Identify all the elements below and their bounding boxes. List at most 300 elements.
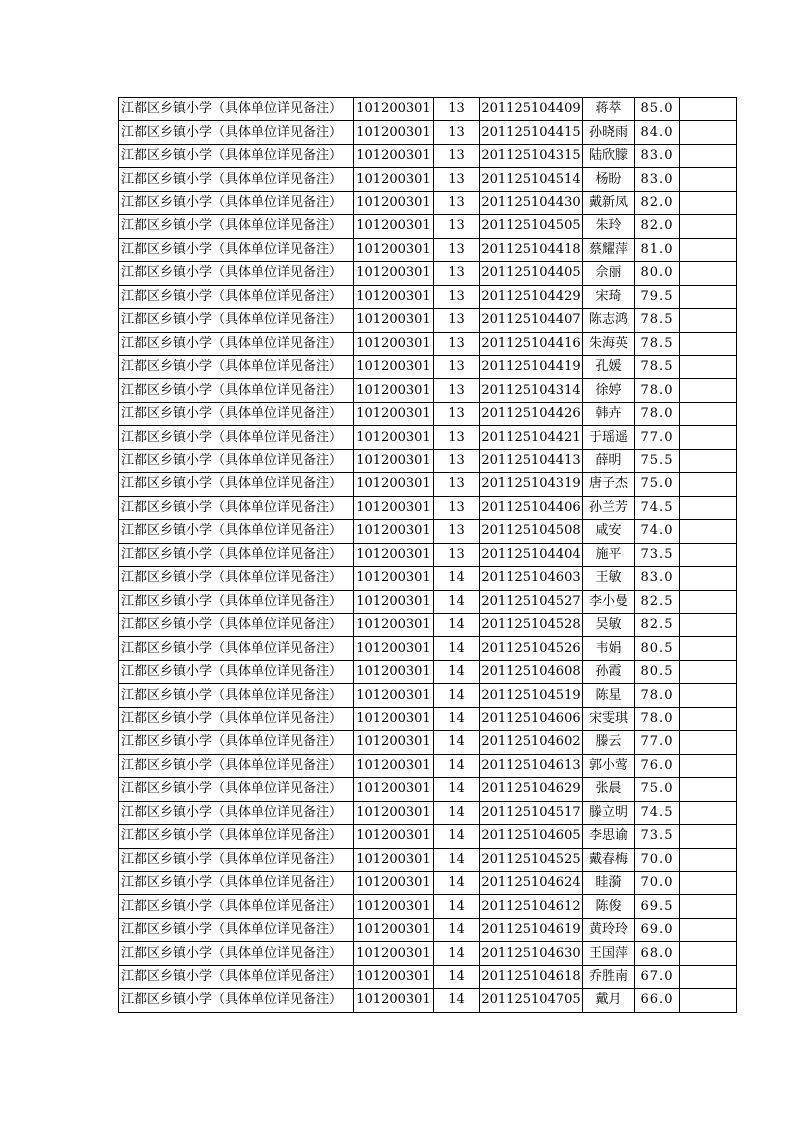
score-cell: 73.5 xyxy=(635,825,680,848)
exam-id-cell: 201125104409 xyxy=(480,98,583,121)
unit-cell: 江都区乡镇小学（具体单位详见备注） xyxy=(119,191,354,214)
candidate-name-cell: 朱玲 xyxy=(583,215,635,238)
note-cell xyxy=(680,707,737,730)
exam-id-cell: 201125104514 xyxy=(480,168,583,191)
group-cell: 14 xyxy=(434,895,480,918)
score-cell: 70.0 xyxy=(635,848,680,871)
candidate-name-cell: 唐子杰 xyxy=(583,473,635,496)
position-code-cell: 101200301 xyxy=(354,121,434,144)
candidate-name-cell: 陆欣朦 xyxy=(583,144,635,167)
table-row xyxy=(119,590,737,613)
candidate-name-cell: 吴敏 xyxy=(583,613,635,636)
unit-cell: 江都区乡镇小学（具体单位详见备注） xyxy=(119,402,354,425)
exam-id-cell: 201125104505 xyxy=(480,215,583,238)
table-row xyxy=(119,332,737,355)
exam-id-cell: 201125104418 xyxy=(480,238,583,261)
candidate-name-cell: 陈俊 xyxy=(583,895,635,918)
group-cell: 14 xyxy=(434,801,480,824)
group-cell: 13 xyxy=(434,191,480,214)
note-cell xyxy=(680,426,737,449)
score-cell: 82.5 xyxy=(635,590,680,613)
unit-cell: 江都区乡镇小学（具体单位详见备注） xyxy=(119,426,354,449)
unit-cell: 江都区乡镇小学（具体单位详见备注） xyxy=(119,613,354,636)
note-cell xyxy=(680,684,737,707)
candidate-name-cell: 孙霞 xyxy=(583,660,635,683)
group-cell: 13 xyxy=(434,402,480,425)
score-cell: 82.0 xyxy=(635,191,680,214)
group-cell: 13 xyxy=(434,332,480,355)
group-cell: 13 xyxy=(434,238,480,261)
table-row xyxy=(119,144,737,167)
position-code-cell: 101200301 xyxy=(354,355,434,378)
group-cell: 13 xyxy=(434,473,480,496)
note-cell xyxy=(680,871,737,894)
note-cell xyxy=(680,989,737,1012)
unit-cell: 江都区乡镇小学（具体单位详见备注） xyxy=(119,215,354,238)
position-code-cell: 101200301 xyxy=(354,825,434,848)
position-code-cell: 101200301 xyxy=(354,402,434,425)
note-cell xyxy=(680,543,737,566)
unit-cell: 江都区乡镇小学（具体单位详见备注） xyxy=(119,801,354,824)
position-code-cell: 101200301 xyxy=(354,332,434,355)
position-code-cell: 101200301 xyxy=(354,473,434,496)
exam-id-cell: 201125104624 xyxy=(480,871,583,894)
unit-cell: 江都区乡镇小学（具体单位详见备注） xyxy=(119,309,354,332)
unit-cell: 江都区乡镇小学（具体单位详见备注） xyxy=(119,637,354,660)
score-table xyxy=(118,97,737,1013)
table-row xyxy=(119,684,737,707)
unit-cell: 江都区乡镇小学（具体单位详见备注） xyxy=(119,707,354,730)
table-row xyxy=(119,660,737,683)
candidate-name-cell: 张晨 xyxy=(583,778,635,801)
position-code-cell: 101200301 xyxy=(354,238,434,261)
position-code-cell: 101200301 xyxy=(354,660,434,683)
note-cell xyxy=(680,590,737,613)
table-row xyxy=(119,309,737,332)
note-cell xyxy=(680,520,737,543)
group-cell: 13 xyxy=(434,121,480,144)
note-cell xyxy=(680,473,737,496)
score-cell: 69.5 xyxy=(635,895,680,918)
unit-cell: 江都区乡镇小学（具体单位详见备注） xyxy=(119,98,354,121)
group-cell: 13 xyxy=(434,543,480,566)
candidate-name-cell: 韦娟 xyxy=(583,637,635,660)
candidate-name-cell: 乔胜南 xyxy=(583,965,635,988)
score-cell: 68.0 xyxy=(635,942,680,965)
note-cell xyxy=(680,660,737,683)
table-body xyxy=(119,98,737,1013)
position-code-cell: 101200301 xyxy=(354,262,434,285)
exam-id-cell: 201125104603 xyxy=(480,567,583,590)
score-cell: 78.5 xyxy=(635,332,680,355)
score-cell: 80.5 xyxy=(635,637,680,660)
note-cell xyxy=(680,496,737,519)
table-row xyxy=(119,426,737,449)
score-cell: 78.0 xyxy=(635,684,680,707)
position-code-cell: 101200301 xyxy=(354,567,434,590)
score-cell: 79.5 xyxy=(635,285,680,308)
table-row xyxy=(119,778,737,801)
candidate-name-cell: 孙兰芳 xyxy=(583,496,635,519)
note-cell xyxy=(680,731,737,754)
candidate-name-cell: 于瑶遥 xyxy=(583,426,635,449)
position-code-cell: 101200301 xyxy=(354,191,434,214)
position-code-cell: 101200301 xyxy=(354,637,434,660)
group-cell: 14 xyxy=(434,778,480,801)
table-row xyxy=(119,168,737,191)
unit-cell: 江都区乡镇小学（具体单位详见备注） xyxy=(119,520,354,543)
unit-cell: 江都区乡镇小学（具体单位详见备注） xyxy=(119,965,354,988)
candidate-name-cell: 滕云 xyxy=(583,731,635,754)
score-cell: 84.0 xyxy=(635,121,680,144)
position-code-cell: 101200301 xyxy=(354,989,434,1012)
position-code-cell: 101200301 xyxy=(354,520,434,543)
position-code-cell: 101200301 xyxy=(354,918,434,941)
score-cell: 80.0 xyxy=(635,262,680,285)
note-cell xyxy=(680,262,737,285)
note-cell xyxy=(680,567,737,590)
score-cell: 77.0 xyxy=(635,731,680,754)
unit-cell: 江都区乡镇小学（具体单位详见备注） xyxy=(119,473,354,496)
group-cell: 14 xyxy=(434,684,480,707)
position-code-cell: 101200301 xyxy=(354,496,434,519)
note-cell xyxy=(680,285,737,308)
position-code-cell: 101200301 xyxy=(354,449,434,472)
score-cell: 83.0 xyxy=(635,144,680,167)
exam-id-cell: 201125104705 xyxy=(480,989,583,1012)
note-cell xyxy=(680,309,737,332)
unit-cell: 江都区乡镇小学（具体单位详见备注） xyxy=(119,848,354,871)
note-cell xyxy=(680,801,737,824)
note-cell xyxy=(680,613,737,636)
score-cell: 67.0 xyxy=(635,965,680,988)
exam-id-cell: 201125104618 xyxy=(480,965,583,988)
group-cell: 13 xyxy=(434,262,480,285)
group-cell: 13 xyxy=(434,449,480,472)
exam-id-cell: 201125104429 xyxy=(480,285,583,308)
table-row xyxy=(119,191,737,214)
unit-cell: 江都区乡镇小学（具体单位详见备注） xyxy=(119,778,354,801)
exam-id-cell: 201125104426 xyxy=(480,402,583,425)
score-cell: 74.0 xyxy=(635,520,680,543)
note-cell xyxy=(680,379,737,402)
note-cell xyxy=(680,98,737,121)
candidate-name-cell: 蔡耀萍 xyxy=(583,238,635,261)
table-row xyxy=(119,473,737,496)
table-row xyxy=(119,402,737,425)
unit-cell: 江都区乡镇小学（具体单位详见备注） xyxy=(119,825,354,848)
exam-id-cell: 201125104526 xyxy=(480,637,583,660)
table-row xyxy=(119,754,737,777)
position-code-cell: 101200301 xyxy=(354,942,434,965)
candidate-name-cell: 杨盼 xyxy=(583,168,635,191)
note-cell xyxy=(680,215,737,238)
note-cell xyxy=(680,848,737,871)
note-cell xyxy=(680,778,737,801)
unit-cell: 江都区乡镇小学（具体单位详见备注） xyxy=(119,449,354,472)
exam-id-cell: 201125104613 xyxy=(480,754,583,777)
position-code-cell: 101200301 xyxy=(354,731,434,754)
position-code-cell: 101200301 xyxy=(354,684,434,707)
score-cell: 83.0 xyxy=(635,567,680,590)
score-cell: 70.0 xyxy=(635,871,680,894)
candidate-name-cell: 孔媛 xyxy=(583,355,635,378)
position-code-cell: 101200301 xyxy=(354,543,434,566)
table-row xyxy=(119,379,737,402)
unit-cell: 江都区乡镇小学（具体单位详见备注） xyxy=(119,285,354,308)
note-cell xyxy=(680,942,737,965)
group-cell: 14 xyxy=(434,613,480,636)
unit-cell: 江都区乡镇小学（具体单位详见备注） xyxy=(119,754,354,777)
table-row xyxy=(119,965,737,988)
group-cell: 14 xyxy=(434,637,480,660)
position-code-cell: 101200301 xyxy=(354,801,434,824)
table-row xyxy=(119,871,737,894)
note-cell xyxy=(680,168,737,191)
unit-cell: 江都区乡镇小学（具体单位详见备注） xyxy=(119,567,354,590)
exam-id-cell: 201125104314 xyxy=(480,379,583,402)
table-row xyxy=(119,637,737,660)
score-cell: 85.0 xyxy=(635,98,680,121)
position-code-cell: 101200301 xyxy=(354,707,434,730)
group-cell: 13 xyxy=(434,285,480,308)
table-row xyxy=(119,918,737,941)
group-cell: 13 xyxy=(434,379,480,402)
table-row xyxy=(119,848,737,871)
note-cell xyxy=(680,895,737,918)
exam-id-cell: 201125104608 xyxy=(480,660,583,683)
candidate-name-cell: 戴月 xyxy=(583,989,635,1012)
exam-id-cell: 201125104630 xyxy=(480,942,583,965)
score-cell: 74.5 xyxy=(635,496,680,519)
group-cell: 13 xyxy=(434,168,480,191)
candidate-name-cell: 韩卉 xyxy=(583,402,635,425)
exam-id-cell: 201125104525 xyxy=(480,848,583,871)
candidate-name-cell: 黄玲玲 xyxy=(583,918,635,941)
note-cell xyxy=(680,144,737,167)
unit-cell: 江都区乡镇小学（具体单位详见备注） xyxy=(119,660,354,683)
table-row xyxy=(119,707,737,730)
unit-cell: 江都区乡镇小学（具体单位详见备注） xyxy=(119,918,354,941)
note-cell xyxy=(680,355,737,378)
exam-id-cell: 201125104415 xyxy=(480,121,583,144)
unit-cell: 江都区乡镇小学（具体单位详见备注） xyxy=(119,989,354,1012)
score-cell: 80.5 xyxy=(635,660,680,683)
position-code-cell: 101200301 xyxy=(354,848,434,871)
exam-id-cell: 201125104406 xyxy=(480,496,583,519)
group-cell: 13 xyxy=(434,144,480,167)
exam-id-cell: 201125104602 xyxy=(480,731,583,754)
exam-id-cell: 201125104527 xyxy=(480,590,583,613)
candidate-name-cell: 王国萍 xyxy=(583,942,635,965)
exam-id-cell: 201125104315 xyxy=(480,144,583,167)
table-row xyxy=(119,449,737,472)
candidate-name-cell: 薛明 xyxy=(583,449,635,472)
group-cell: 14 xyxy=(434,825,480,848)
unit-cell: 江都区乡镇小学（具体单位详见备注） xyxy=(119,684,354,707)
score-cell: 78.0 xyxy=(635,402,680,425)
table-row xyxy=(119,285,737,308)
group-cell: 14 xyxy=(434,707,480,730)
table-row xyxy=(119,238,737,261)
table-row xyxy=(119,895,737,918)
exam-id-cell: 201125104319 xyxy=(480,473,583,496)
candidate-name-cell: 郭小莺 xyxy=(583,754,635,777)
exam-id-cell: 201125104430 xyxy=(480,191,583,214)
table-row xyxy=(119,543,737,566)
exam-id-cell: 201125104619 xyxy=(480,918,583,941)
exam-id-cell: 201125104405 xyxy=(480,262,583,285)
group-cell: 13 xyxy=(434,98,480,121)
candidate-name-cell: 徐婷 xyxy=(583,379,635,402)
group-cell: 14 xyxy=(434,848,480,871)
candidate-name-cell: 佘丽 xyxy=(583,262,635,285)
table-row xyxy=(119,989,737,1012)
unit-cell: 江都区乡镇小学（具体单位详见备注） xyxy=(119,168,354,191)
exam-id-cell: 201125104605 xyxy=(480,825,583,848)
table-row xyxy=(119,98,737,121)
score-cell: 75.0 xyxy=(635,778,680,801)
group-cell: 13 xyxy=(434,215,480,238)
group-cell: 13 xyxy=(434,496,480,519)
group-cell: 14 xyxy=(434,590,480,613)
position-code-cell: 101200301 xyxy=(354,285,434,308)
score-cell: 66.0 xyxy=(635,989,680,1012)
candidate-name-cell: 朱海英 xyxy=(583,332,635,355)
note-cell xyxy=(680,402,737,425)
position-code-cell: 101200301 xyxy=(354,965,434,988)
group-cell: 13 xyxy=(434,520,480,543)
group-cell: 14 xyxy=(434,942,480,965)
unit-cell: 江都区乡镇小学（具体单位详见备注） xyxy=(119,355,354,378)
table-row xyxy=(119,942,737,965)
position-code-cell: 101200301 xyxy=(354,871,434,894)
candidate-name-cell: 李思谕 xyxy=(583,825,635,848)
table-row xyxy=(119,121,737,144)
score-cell: 75.0 xyxy=(635,473,680,496)
note-cell xyxy=(680,191,737,214)
score-cell: 78.0 xyxy=(635,379,680,402)
score-cell: 75.5 xyxy=(635,449,680,472)
group-cell: 13 xyxy=(434,309,480,332)
position-code-cell: 101200301 xyxy=(354,215,434,238)
note-cell xyxy=(680,637,737,660)
score-cell: 76.0 xyxy=(635,754,680,777)
score-cell: 74.5 xyxy=(635,801,680,824)
score-cell: 77.0 xyxy=(635,426,680,449)
table-row xyxy=(119,613,737,636)
exam-id-cell: 201125104421 xyxy=(480,426,583,449)
unit-cell: 江都区乡镇小学（具体单位详见备注） xyxy=(119,590,354,613)
position-code-cell: 101200301 xyxy=(354,379,434,402)
candidate-name-cell: 施平 xyxy=(583,543,635,566)
candidate-name-cell: 咸安 xyxy=(583,520,635,543)
table-row xyxy=(119,496,737,519)
table-row xyxy=(119,262,737,285)
score-cell: 81.0 xyxy=(635,238,680,261)
exam-id-cell: 201125104508 xyxy=(480,520,583,543)
exam-id-cell: 201125104519 xyxy=(480,684,583,707)
candidate-name-cell: 李小曼 xyxy=(583,590,635,613)
unit-cell: 江都区乡镇小学（具体单位详见备注） xyxy=(119,543,354,566)
table-row xyxy=(119,801,737,824)
unit-cell: 江都区乡镇小学（具体单位详见备注） xyxy=(119,895,354,918)
position-code-cell: 101200301 xyxy=(354,590,434,613)
unit-cell: 江都区乡镇小学（具体单位详见备注） xyxy=(119,332,354,355)
position-code-cell: 101200301 xyxy=(354,426,434,449)
table-row xyxy=(119,825,737,848)
unit-cell: 江都区乡镇小学（具体单位详见备注） xyxy=(119,262,354,285)
position-code-cell: 101200301 xyxy=(354,168,434,191)
group-cell: 14 xyxy=(434,871,480,894)
candidate-name-cell: 戴新凤 xyxy=(583,191,635,214)
group-cell: 13 xyxy=(434,355,480,378)
score-cell: 69.0 xyxy=(635,918,680,941)
group-cell: 14 xyxy=(434,918,480,941)
note-cell xyxy=(680,965,737,988)
note-cell xyxy=(680,332,737,355)
table-row xyxy=(119,215,737,238)
exam-id-cell: 201125104416 xyxy=(480,332,583,355)
unit-cell: 江都区乡镇小学（具体单位详见备注） xyxy=(119,942,354,965)
group-cell: 14 xyxy=(434,567,480,590)
note-cell xyxy=(680,449,737,472)
note-cell xyxy=(680,918,737,941)
candidate-name-cell: 滕立明 xyxy=(583,801,635,824)
candidate-name-cell: 戴春梅 xyxy=(583,848,635,871)
score-cell: 83.0 xyxy=(635,168,680,191)
exam-id-cell: 201125104528 xyxy=(480,613,583,636)
note-cell xyxy=(680,825,737,848)
candidate-name-cell: 蒋萃 xyxy=(583,98,635,121)
exam-id-cell: 201125104404 xyxy=(480,543,583,566)
position-code-cell: 101200301 xyxy=(354,754,434,777)
exam-id-cell: 201125104629 xyxy=(480,778,583,801)
group-cell: 13 xyxy=(434,426,480,449)
candidate-name-cell: 宋琦 xyxy=(583,285,635,308)
position-code-cell: 101200301 xyxy=(354,144,434,167)
candidate-name-cell: 孙晓雨 xyxy=(583,121,635,144)
candidate-name-cell: 陈星 xyxy=(583,684,635,707)
candidate-name-cell: 陈志鸿 xyxy=(583,309,635,332)
position-code-cell: 101200301 xyxy=(354,895,434,918)
unit-cell: 江都区乡镇小学（具体单位详见备注） xyxy=(119,379,354,402)
position-code-cell: 101200301 xyxy=(354,613,434,636)
score-cell: 78.0 xyxy=(635,707,680,730)
table-row xyxy=(119,731,737,754)
score-cell: 82.5 xyxy=(635,613,680,636)
unit-cell: 江都区乡镇小学（具体单位详见备注） xyxy=(119,496,354,519)
group-cell: 14 xyxy=(434,989,480,1012)
position-code-cell: 101200301 xyxy=(354,778,434,801)
unit-cell: 江都区乡镇小学（具体单位详见备注） xyxy=(119,144,354,167)
group-cell: 14 xyxy=(434,731,480,754)
note-cell xyxy=(680,121,737,144)
position-code-cell: 101200301 xyxy=(354,309,434,332)
exam-id-cell: 201125104419 xyxy=(480,355,583,378)
table-row xyxy=(119,355,737,378)
exam-id-cell: 201125104407 xyxy=(480,309,583,332)
exam-id-cell: 201125104413 xyxy=(480,449,583,472)
candidate-name-cell: 王敏 xyxy=(583,567,635,590)
unit-cell: 江都区乡镇小学（具体单位详见备注） xyxy=(119,121,354,144)
unit-cell: 江都区乡镇小学（具体单位详见备注） xyxy=(119,238,354,261)
exam-id-cell: 201125104517 xyxy=(480,801,583,824)
group-cell: 14 xyxy=(434,965,480,988)
score-cell: 73.5 xyxy=(635,543,680,566)
note-cell xyxy=(680,238,737,261)
position-code-cell: 101200301 xyxy=(354,98,434,121)
